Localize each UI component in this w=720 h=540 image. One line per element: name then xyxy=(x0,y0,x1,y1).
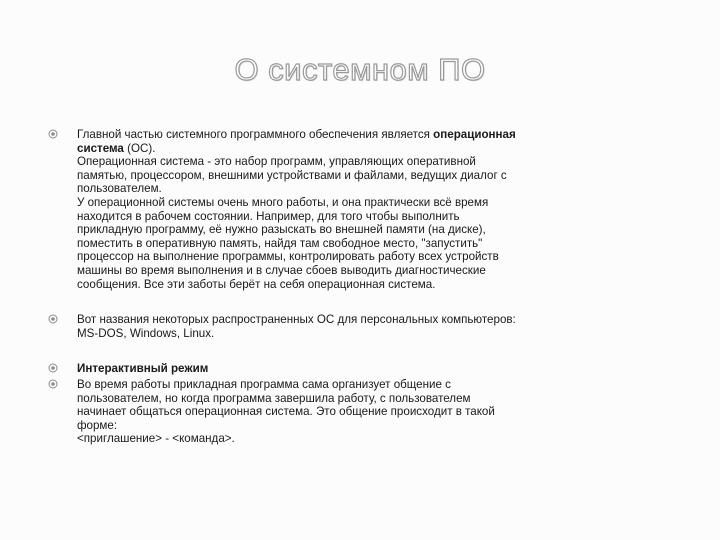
text-line: начинает общаться операционная система. Это общение происходит в такой xyxy=(77,405,495,419)
circle-dot-icon xyxy=(48,314,58,324)
paragraph-interactive-description xyxy=(48,378,608,446)
text-line: форме: xyxy=(77,418,118,432)
paragraph-os-names xyxy=(48,313,608,340)
slide-content xyxy=(48,128,608,468)
text-line: поместить в оперативную память, найдя там свободное место, "запустить" xyxy=(77,236,483,250)
text-line: находится в рабочем состоянии. Например, для того чтобы выполнить xyxy=(77,209,460,223)
page-title: О системном ПО xyxy=(234,52,486,87)
text-line: пользователем. xyxy=(77,182,162,196)
paragraph-os-definition xyxy=(48,128,608,291)
text-line: MS-DOS, Windows, Linux. xyxy=(77,326,215,340)
text-line: прикладную программу, её нужно разыскать во внешней памяти (на диске), xyxy=(77,223,486,237)
paragraph-interactive-heading xyxy=(48,362,608,376)
text-line: У операционной системы очень много работы, и она практически всё время xyxy=(77,195,489,209)
text-line: Операционная система - это набор программ, управляющих оперативной xyxy=(77,155,476,169)
circle-dot-icon xyxy=(48,379,58,389)
text-line: <приглашение> - <команда>. xyxy=(77,432,235,446)
text-line: машины во время выполнения и в случае сбоев выводить диагностические xyxy=(77,263,486,277)
text-line: Вот названия некоторых распространенных ОС для персональных компьютеров: xyxy=(77,313,516,327)
text-line: Во время работы прикладная программа сама организует общение с xyxy=(77,377,451,391)
paragraph-intro-line-2: система (ОС). xyxy=(77,141,156,155)
text-line: сообщения. Все эти заботы берёт на себя операционная система. xyxy=(77,277,436,291)
text-line: памятью, процессором, внешними устройствами и файлами, ведущих диалог с xyxy=(77,168,507,182)
text-line: процессор на выполнение программы, контролировать работу всех устройств xyxy=(77,250,499,264)
text-line: пользователем, но когда программа завершила работу, с пользователем xyxy=(77,391,471,405)
section-heading: Интерактивный режим xyxy=(77,362,209,376)
circle-dot-icon xyxy=(48,129,58,139)
paragraph-intro-line-1: Главной частью системного программного обеспечения является операционная xyxy=(77,128,516,141)
circle-dot-icon xyxy=(48,363,58,373)
